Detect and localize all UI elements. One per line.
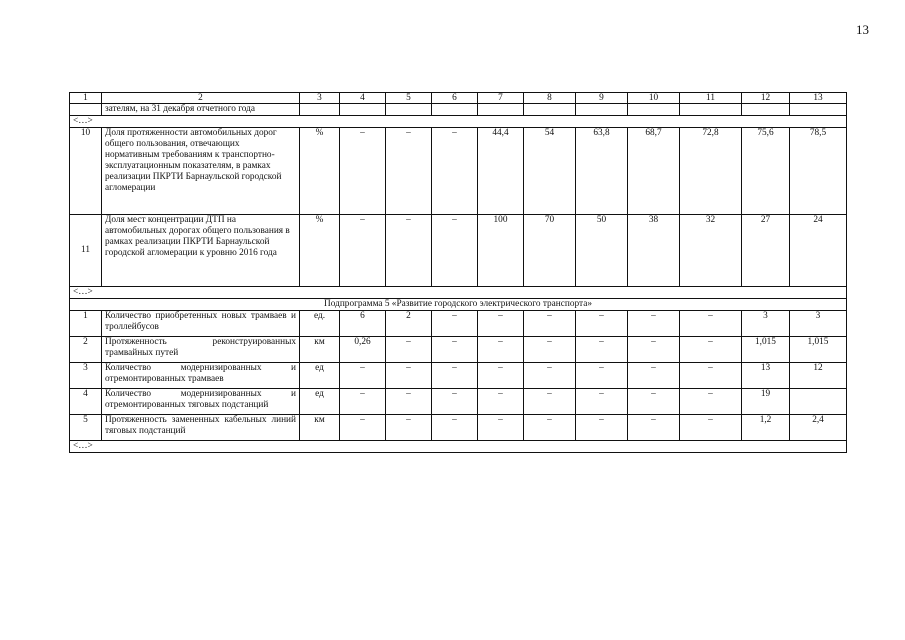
value-cell: [790, 389, 847, 415]
column-number: 13: [790, 93, 847, 104]
column-number: 8: [524, 93, 576, 104]
value-cell: –: [432, 363, 478, 389]
value-cell: %: [300, 128, 340, 215]
value-cell: –: [386, 415, 432, 441]
column-number: 12: [742, 93, 790, 104]
value-cell: 72,8: [680, 128, 742, 215]
value-cell: 2: [386, 311, 432, 337]
table-row: [70, 363, 847, 389]
value-cell: –: [478, 415, 524, 441]
indicator-name: Доля мест концентрации ДТП на автомобильных дорогах общего пользования в рамках реализации ПКРТИ Барнаульской городской агломерации к уровню 2016 года: [102, 215, 300, 287]
value-cell: –: [680, 415, 742, 441]
value-cell: 1,015: [790, 337, 847, 363]
value-cell: –: [478, 363, 524, 389]
value-cell: 19: [742, 389, 790, 415]
value-cell: –: [340, 389, 386, 415]
value-cell: ед.: [300, 311, 340, 337]
value-cell: км: [300, 337, 340, 363]
indicators-table: [69, 92, 847, 453]
value-cell: 32: [680, 215, 742, 287]
value-cell: 68,7: [628, 128, 680, 215]
value-cell: ед: [300, 389, 340, 415]
value-cell: –: [340, 128, 386, 215]
value-cell: 3: [790, 311, 847, 337]
table-row: [70, 215, 847, 287]
value-cell: 38: [628, 215, 680, 287]
value-cell: –: [680, 337, 742, 363]
value-cell: 27: [742, 215, 790, 287]
value-cell: –: [576, 337, 628, 363]
column-number: 6: [432, 93, 478, 104]
value-cell: –: [478, 311, 524, 337]
column-number: 5: [386, 93, 432, 104]
value-cell: 50: [576, 215, 628, 287]
value-cell: –: [524, 363, 576, 389]
value-cell: –: [432, 215, 478, 287]
indicator-name: Количество приобретенных новых трамваев и троллейбусов: [102, 311, 300, 337]
column-number: 1: [70, 93, 102, 104]
value-cell: –: [478, 337, 524, 363]
column-number: 4: [340, 93, 386, 104]
value-cell: 1,015: [742, 337, 790, 363]
column-number: 10: [628, 93, 680, 104]
table-row: [70, 337, 847, 363]
row-number: 4: [70, 389, 102, 415]
omission-row: [70, 441, 847, 453]
value-cell: –: [340, 215, 386, 287]
value-cell: –: [386, 389, 432, 415]
value-cell: 13: [742, 363, 790, 389]
value-cell: –: [680, 389, 742, 415]
value-cell: –: [628, 363, 680, 389]
value-cell: –: [628, 337, 680, 363]
value-cell: 1,2: [742, 415, 790, 441]
omission-marker: <…>: [70, 116, 847, 128]
indicator-name: Доля протяженности автомобильных дорог общего пользования, отвечающих нормативным требованиям к транспортно-эксплуатационным показателям, в рамках реализации ПКРТИ Барнаульской городской агломерации: [102, 128, 300, 215]
table-cell: [340, 104, 386, 116]
value-cell: –: [386, 363, 432, 389]
value-cell: 24: [790, 215, 847, 287]
row-number: 1: [70, 311, 102, 337]
value-cell: –: [628, 415, 680, 441]
value-cell: 12: [790, 363, 847, 389]
value-cell: –: [386, 215, 432, 287]
value-cell: 75,6: [742, 128, 790, 215]
table-cell: [524, 104, 576, 116]
value-cell: 44,4: [478, 128, 524, 215]
value-cell: –: [432, 337, 478, 363]
table-row: [70, 128, 847, 215]
subprogram-row: [70, 299, 847, 311]
column-number: 7: [478, 93, 524, 104]
table-cell: [790, 104, 847, 116]
value-cell: 0,26: [340, 337, 386, 363]
value-cell: 100: [478, 215, 524, 287]
value-cell: ед: [300, 363, 340, 389]
value-cell: –: [524, 337, 576, 363]
table-cell: [300, 104, 340, 116]
subprogram-title: Подпрограмма 5 «Развитие городского электрического транспорта»: [70, 299, 847, 311]
table-row: [70, 389, 847, 415]
value-cell: км: [300, 415, 340, 441]
value-cell: –: [576, 415, 628, 441]
indicator-name: Количество модернизированных и отремонтированных трамваев: [102, 363, 300, 389]
row-number: 2: [70, 337, 102, 363]
table-cell: [478, 104, 524, 116]
value-cell: –: [680, 311, 742, 337]
table-cell: [680, 104, 742, 116]
value-cell: –: [432, 311, 478, 337]
value-cell: –: [628, 311, 680, 337]
table-row: [70, 104, 847, 116]
row-number: 11: [70, 215, 102, 287]
table-row: [70, 311, 847, 337]
table-cell: [742, 104, 790, 116]
table-cell: [432, 104, 478, 116]
value-cell: –: [628, 389, 680, 415]
value-cell: –: [432, 415, 478, 441]
value-cell: –: [524, 415, 576, 441]
value-cell: –: [576, 311, 628, 337]
value-cell: –: [478, 389, 524, 415]
row-number: 5: [70, 415, 102, 441]
column-number: 3: [300, 93, 340, 104]
omission-row: [70, 116, 847, 128]
row-number: 3: [70, 363, 102, 389]
value-cell: 3: [742, 311, 790, 337]
column-number-row: [70, 93, 847, 104]
value-cell: –: [340, 415, 386, 441]
value-cell: –: [524, 389, 576, 415]
indicator-name: зателям, на 31 декабря отчетного года: [102, 104, 300, 116]
value-cell: –: [680, 363, 742, 389]
omission-marker: <…>: [70, 441, 847, 453]
omission-row: [70, 287, 847, 299]
omission-marker: <…>: [70, 287, 847, 299]
page-number: 13: [856, 22, 869, 37]
value-cell: 63,8: [576, 128, 628, 215]
value-cell: –: [386, 337, 432, 363]
value-cell: 54: [524, 128, 576, 215]
value-cell: –: [576, 363, 628, 389]
value-cell: –: [386, 128, 432, 215]
value-cell: 70: [524, 215, 576, 287]
row-number: 10: [70, 128, 102, 215]
value-cell: –: [576, 389, 628, 415]
table-cell: [576, 104, 628, 116]
column-number: 2: [102, 93, 300, 104]
column-number: 9: [576, 93, 628, 104]
column-number: 11: [680, 93, 742, 104]
value-cell: –: [340, 363, 386, 389]
table-row: [70, 415, 847, 441]
indicator-name: Количество модернизированных и отремонтированных тяговых подстанций: [102, 389, 300, 415]
value-cell: 2,4: [790, 415, 847, 441]
value-cell: %: [300, 215, 340, 287]
table-cell: [628, 104, 680, 116]
indicator-name: Протяженность реконструированных трамвайных путей: [102, 337, 300, 363]
value-cell: 78,5: [790, 128, 847, 215]
value-cell: –: [432, 128, 478, 215]
value-cell: –: [432, 389, 478, 415]
table-cell: [70, 104, 102, 116]
value-cell: –: [524, 311, 576, 337]
indicator-name: Протяженность замененных кабельных линий тяговых подстанций: [102, 415, 300, 441]
value-cell: 6: [340, 311, 386, 337]
table-cell: [386, 104, 432, 116]
